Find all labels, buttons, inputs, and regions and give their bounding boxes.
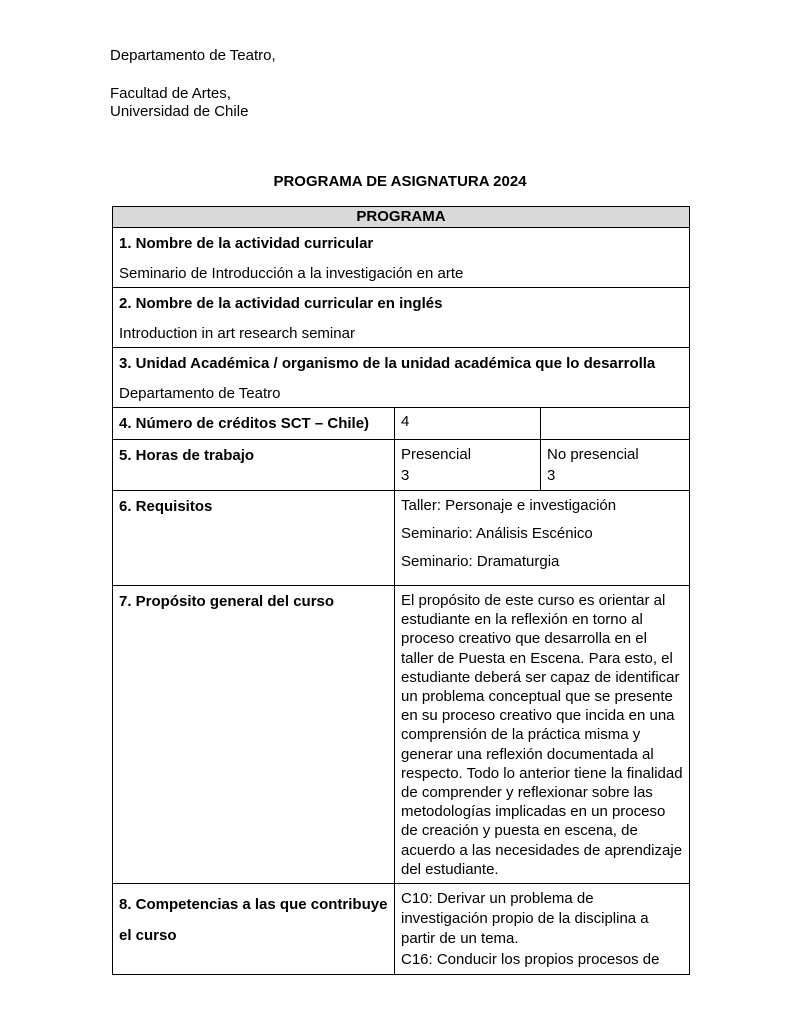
row-horas-label: 5. Horas de trabajo [119,447,255,464]
row-nombre-ingles-label: 2. Nombre de la actividad curricular en inglés [119,295,443,312]
letterhead-faculty: Facultad de Artes, [110,85,231,102]
row-requisitos [113,491,690,586]
row-nombre-actividad-value: Seminario de Introducción a la investigación en arte [119,265,464,282]
row-creditos-value: 4 [401,413,410,430]
competencia-c16: C16: Conducir los propios procesos de [401,951,660,969]
row-creditos [113,408,690,440]
letterhead-university: Universidad de Chile [110,103,249,120]
row-nombre-ingles-value: Introduction in art research seminar [119,325,355,342]
row-unidad-academica [113,348,690,408]
row-horas-trabajo [113,440,690,491]
row-unidad-academica-cell [113,348,690,408]
presencial-title: Presencial [401,446,472,463]
row-proposito [113,586,690,884]
row-requisitos-label: 6. Requisitos [119,498,213,515]
presencial-value: 3 [401,467,410,484]
row-unidad-academica-value: Departamento de Teatro [119,385,281,402]
row-horas-label-cell [113,440,395,491]
row-proposito-label: 7. Propósito general del curso [119,593,335,610]
table-header-row [113,207,690,228]
row-creditos-empty-cell [541,408,690,440]
row-proposito-value-cell [395,586,690,884]
requisito-seminario-dramaturgia: Seminario: Dramaturgia [401,553,560,570]
row-creditos-value-cell [395,408,541,440]
row-nombre-ingles-cell [113,288,690,348]
row-requisitos-value-cell [395,491,690,586]
requisito-taller: Taller: Personaje e investigación [401,497,617,514]
row-competencias-value-cell [395,884,690,975]
requisito-seminario-analisis: Seminario: Análisis Escénico [401,525,593,542]
competencia-c10: C10: Derivar un problema de investigación propio de la disciplina a partir de un tema. [401,890,649,948]
letterhead-department: Departamento de Teatro, [110,47,276,64]
row-competencias-label-cell [113,884,395,975]
row-creditos-label: 4. Número de créditos SCT – Chile) [119,415,370,432]
row-creditos-label-cell [113,408,395,440]
row-unidad-academica-label: 3. Unidad Académica / organismo de la unidad académica que lo desarrolla [119,355,656,372]
row-nombre-actividad [113,228,690,288]
program-table [112,206,690,975]
row-nombre-actividad-label: 1. Nombre de la actividad curricular [119,235,374,252]
row-nombre-actividad-cell [113,228,690,288]
document-title: PROGRAMA DE ASIGNATURA 2024 [273,173,527,190]
row-competencias-label: 8. Competencias a las que contribuye el curso [119,896,388,945]
row-proposito-value: El propósito de este curso es orientar al estudiante en la reflexión en torno al proceso creativo que desarrolla en el taller de Puesta en Escena. Para esto, el estudiante deberá ser capaz de identificar un problema conceptual que se presente en su proceso creativo que incida en una comprensión de la práctica misma y generar una reflexión documentada al respecto. Todo lo anterior tiene la finalidad de comprender y reflexionar sobre las metodologías implicadas en un proceso de creación y puesta en escena, de acuerdo a las necesidades de aprendizaje del estudiante. [401,592,683,878]
row-nombre-ingles [113,288,690,348]
row-horas-presencial-cell [395,440,541,491]
letterhead [110,47,276,121]
no-presencial-title: No presencial [547,446,639,463]
table-header-cell: PROGRAMA [113,207,690,228]
row-proposito-label-cell [113,586,395,884]
row-competencias [113,884,690,975]
row-requisitos-label-cell [113,491,395,586]
no-presencial-value: 3 [547,467,556,484]
row-horas-no-presencial-cell [541,440,690,491]
